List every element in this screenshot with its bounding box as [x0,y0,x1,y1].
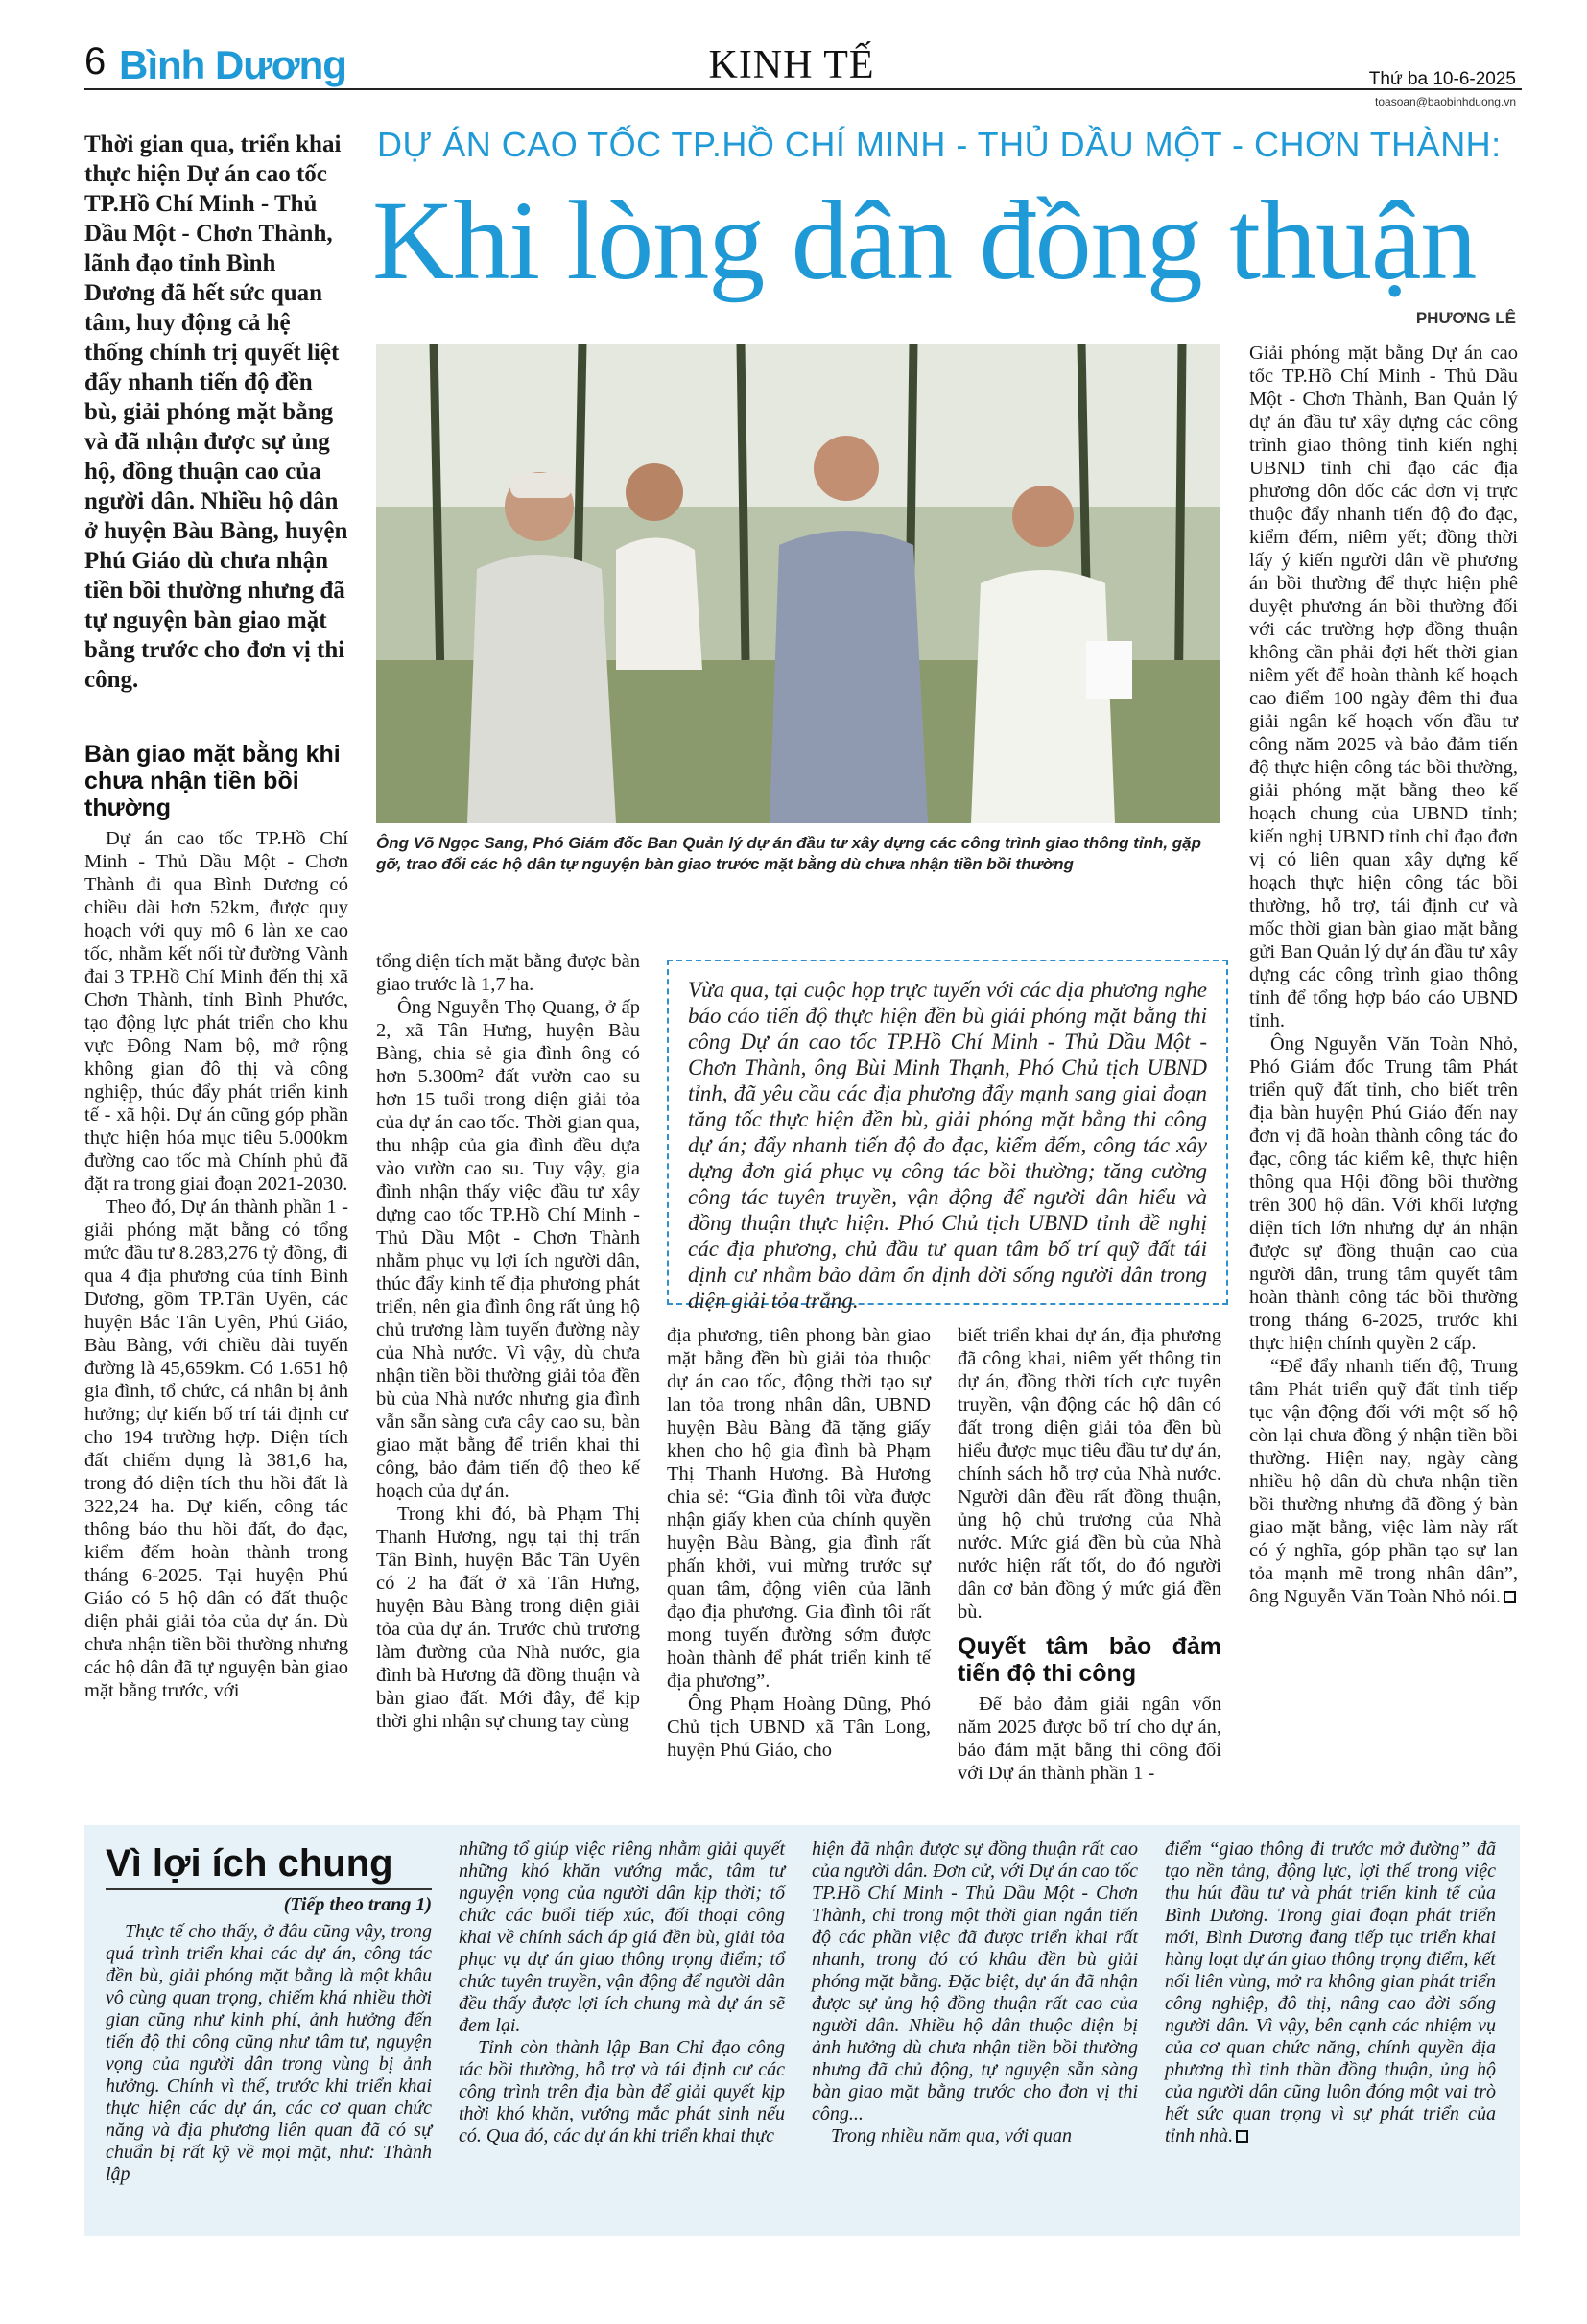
article-headline: Khi lòng dân đồng thuận [372,178,1477,303]
photo-caption: Ông Võ Ngọc Sang, Phó Giám đốc Ban Quản lý dự án đầu tư xây dựng các công trình giao thông tỉnh, gặp gỡ, trao đổi các hộ dân tự nguyện bàn giao trước mặt bằng dù chưa nhận tiền bồi thường [376,834,1202,873]
contact-email: toasoan@baobinhduong.vn [1375,95,1516,108]
box-column-2 [459,1838,785,2147]
box-paragraph: hiện đã nhận được sự đồng thuận rất cao của người dân. Đơn cử, với Dự án cao tốc TP.Hồ Chí Minh - Thủ Dầu Một - Chơn Thành, chỉ trong một thời gian ngắn tiến độ các phần việc đã được triển khai rất nhanh, trong đó có khâu đền bù giải phóng mặt bằng. Đặc biệt, dự án đã nhận được sự ủng hộ đồng thuận rất cao của người dân. Nhiều hộ dân thuộc diện bị ảnh hưởng dù chưa nhận tiền bồi thường nhưng đã chủ động, tự nguyện sẵn sàng bàn giao mặt bằng trước cho đơn vị thi công... [812,1838,1138,2124]
col1-paragraph: Theo đó, Dự án thành phần 1 - giải phóng mặt bằng có tổng mức đầu tư 8.283,276 tỷ đồng, đi qua 4 địa phương của tỉnh Bình Dương, gồm TP.Tân Uyên, các huyện Bắc Tân Uyên, Phú Giáo, Bàu Bàng, với chiều dài tuyến đường là 45,659km. Có 1.651 hộ gia đình, tổ chức, cá nhân bị ảnh hưởng; dự kiến bố trí tái định cư cho 194 trường hợp. Diện tích đất chiếm dụng là 381,6 ha, trong đó diện tích thu hồi đất là 322,24 ha. Dự kiến, công tác thông báo thu hồi đất, đo đạc, kiểm đếm hoàn thành trong tháng 6-2025. Tại huyện Phú Giáo có 5 hộ dân có đất thuộc diện phải giải tỏa của dự án. Dù chưa nhận tiền bồi thường nhưng các hộ dân đã tự nguyện bàn giao mặt bằng trước, với [84,1197,348,1701]
col4-paragraph: Để bảo đảm giải ngân vốn năm 2025 được bố trí cho dự án, bảo đảm mặt bằng thi công đối với Dự án thành phần 1 - [958,1694,1221,1784]
col5-text: “Để đẩy nhanh tiến độ, Trung tâm Phát triển quỹ đất tỉnh tiếp tục vận động đối với một số hộ còn lại chưa đồng ý nhận tiền bồi thường. Hiện nay, ngày càng nhiều hộ dân dù chưa nhận tiền bồi thường nhưng đã đồng ý bàn giao mặt bằng, việc làm này rất có ý nghĩa, góp phần tạo sự lan tỏa mạnh mẽ trong nhân dân”, ông Nguyễn Văn Toàn Nhỏ nói. [1249,1356,1518,1607]
column-4 [958,1324,1221,1785]
column-2 [376,950,640,1733]
subhead-handover: Bàn giao mặt bằng khi chưa nhận tiền bồi thường [84,741,341,821]
box-text: điểm “giao thông đi trước mở đường” đã tạo nền tảng, động lực, lợi thế trong việc thu hút đầu tư và phát triển kinh tế của Bình Dương. Trong giai đoạn phát triển mới, Bình Dương đang tiếp tục triển khai hàng loạt dự án giao thông trọng điểm, kết nối liên vùng, mở ra không gian phát triển công nghiệp, đô thị, nâng cao đời sống người dân. Vì vậy, bên cạnh các nhiệm vụ của cơ quan chức năng, chính quyền địa phương thì tinh thần đồng thuận, ủng hộ của người dân cũng luôn đóng một vai trò hết sức quan trọng vì sự phát triển của tỉnh nhà. [1165,1838,1496,2146]
end-mark-icon [1504,1591,1516,1603]
brand-logo: Bình Dương [119,42,346,87]
header-rule [84,88,1522,90]
col2-paragraph: tổng diện tích mặt bằng được bàn giao trước là 1,7 ha. [376,951,640,995]
article-photo [376,344,1220,823]
col5-paragraph: Giải phóng mặt bằng Dự án cao tốc TP.Hồ Chí Minh - Thủ Dầu Một - Chơn Thành, Ban Quản lý dự án đầu tư xây dựng các công trình giao thông tỉnh kiến nghị UBND tỉnh chỉ đạo các địa phương đôn đốc các đơn vị trực thuộc đẩy nhanh tiến độ đo đạc, kiểm đếm, niêm yết; đồng thời lấy ý kiến người dân về phương án bồi thường để thực hiện phê duyệt phương án bồi thường đối với các trường hợp đồng thuận không cần phải đợi hết thời gian niêm yết để hoàn thành kế hoạch cao điểm 100 ngày đêm thi đua giải ngân kế hoạch vốn đầu tư công năm 2025 và bảo đảm tiến độ thực hiện công tác bồi thường, giải phóng mặt bằng theo kế hoạch chung của UBND tỉnh; kiến nghị UBND tỉnh chỉ đạo đơn vị có liên quan xây dựng kế hoạch thực hiện công tác bồi thường, hỗ trợ, tái định cư và mốc thời gian bàn giao mặt bằng gửi Ban Quản lý dự án đầu tư xây dựng các công trình giao thông tỉnh để tổng hợp báo cáo UBND tỉnh. [1249,343,1518,1032]
page-number: 6 [84,40,107,83]
box-paragraph [1165,1838,1496,2147]
box-paragraph: Trong nhiều năm qua, với quan [831,2125,1073,2146]
col1-paragraph: Dự án cao tốc TP.Hồ Chí Minh - Thủ Dầu Một - Chơn Thành đi qua Bình Dương có chiều dài hơn 52km, được quy hoạch với quy mô 6 làn xe cao tốc, nhằm kết nối từ đường Vành đai 3 TP.Hồ Chí Minh đến thị xã Chơn Thành, tỉnh Bình Phước, tạo động lực phát triển cho khu vực Đông Nam bộ, mở rộng không gian đô thị và công nghiệp, thúc đẩy phát triển kinh tế - xã hội. Dự án cũng góp phần thực hiện hóa mục tiêu 5.000km đường cao tốc mà Chính phủ đã đặt ra trong giai đoạn 2021-2030. [84,828,348,1195]
subhead-progress: Quyết tâm bảo đảm tiến độ thi công [958,1633,1221,1687]
editorial-box [84,1825,1520,2236]
issue-date: Thứ ba 10-6-2025 [1368,69,1516,89]
column-5 [1249,342,1518,1608]
col5-paragraph [1249,1355,1518,1608]
box-column-1 [106,1921,432,2186]
column-1 [84,731,348,1702]
lead-paragraph: Thời gian qua, triển khai thực hiện Dự án cao tốc TP.Hồ Chí Minh - Thủ Dầu Một - Chơn Thành, lãnh đạo tỉnh Bình Dương đã hết sức quan tâm, huy động cả hệ thống chính trị quyết liệt đẩy nhanh tiến độ đền bù, giải phóng mặt bằng và đã nhận được sự ủng hộ, đồng thuận cao của người dân. Nhiều hộ dân ở huyện Bàu Bàng, huyện Phú Giáo dù chưa nhận tiền bồi thường nhưng đã tự nguyện bàn giao mặt bằng trước cho đơn vị thi công. [84,131,348,693]
col3-paragraph: Ông Phạm Hoàng Dũng, Phó Chủ tịch UBND xã Tân Long, huyện Phú Giáo, cho [667,1694,931,1761]
section-title: KINH TẾ [708,43,875,87]
box-paragraph: những tổ giúp việc riêng nhằm giải quyết những khó khăn vướng mắc, tâm tư nguyện vọng của người dân kịp thời; tổ chức các buổi tiếp xúc, đối thoại công khai về chính sách áp giá đền bù, giải tỏa phục vụ dự án giao thông trọng điểm; tổ chức tuyên truyền, vận động để người dân đều thấy được lợi ích chung mà dự án sẽ đem lại. [459,1838,785,2036]
photo-illustration [376,344,1220,823]
box-paragraph: Tỉnh còn thành lập Ban Chỉ đạo công tác bồi thường, hỗ trợ và tái định cư các công trình trên địa bàn để giải quyết kịp thời khó khăn, vướng mắc phát sinh nếu có. Qua đó, các dự án khi triển khai thực [459,2037,785,2146]
col3-paragraph: địa phương, tiên phong bàn giao mặt bằng đền bù giải tỏa thuộc dự án cao tốc, động thời tạo sự lan tỏa trong nhân dân, UBND huyện Bàu Bàng đã tặng giấy khen cho hộ gia đình bà Phạm Thị Thanh Hương. Bà Hương chia sẻ: “Gia đình tôi vừa được nhận giấy khen của chính quyền huyện Bàu Bàng, gia đình rất phấn khởi, vui mừng trước sự quan tâm, động viên của lãnh đạo địa phương. Gia đình tôi rất mong tuyến đường sớm được hoàn thành để phát triển kinh tế địa phương”. [667,1325,931,1692]
box-title-rule [106,1888,432,1890]
box-column-4 [1165,1838,1496,2147]
col5-paragraph: Ông Nguyễn Văn Toàn Nhỏ, Phó Giám đốc Trung tâm Phát triển quỹ đất tỉnh, cho biết trên địa bàn huyện Phú Giáo đến nay đơn vị đã hoàn thành công tác đo đạc, công tác kiểm kê, thực hiện thông qua Hội đồng bồi thường trên 300 hộ dân. Với khối lượng diện tích lớn nhưng dự án nhận được sự đồng thuận cao của người dân, trung tâm quyết tâm hoàn thành công tác bồi thường trong tháng 6-2025, trước khi thực hiện chính quyền 2 cấp. [1249,1033,1518,1354]
column-3 [667,1324,931,1762]
box-paragraph: Thực tế cho thấy, ở đâu cũng vậy, trong quá trình triển khai các dự án, công tác đền bù, giải phóng mặt bằng là một khâu vô cùng quan trọng, chiếm khá nhiều thời gian cũng như kinh phí, ảnh hưởng đến tiến độ thi công cũng như tâm tư, nguyện vọng của người dân trong vùng bị ảnh hưởng. Chính vì thế, trước khi triển khai thực hiện các dự án, các cơ quan chức năng và địa phương liên quan đã có sự chuẩn bị rất kỹ về mọi mặt, như: Thành lập [106,1921,432,2185]
box-title: Vì lợi ích chung [106,1842,393,1885]
box-column-3 [812,1838,1138,2147]
box-continued: (Tiếp theo trang 1) [283,1894,432,1915]
col2-paragraph: Ông Nguyễn Thọ Quang, ở ấp 2, xã Tân Hưng, huyện Bàu Bàng, chia sẻ gia đình ông có hơn 5.300m² đất vườn cao su hơn 15 tuổi trong diện giải tỏa của dự án cao tốc. Thời gian qua, thu nhập của gia đình đều dựa vào vườn cao su. Tuy vậy, gia đình nhận thấy việc đầu tư xây dựng cao tốc TP.Hồ Chí Minh - Thủ Dầu Một - Chơn Thành nhằm phục vụ lợi ích người dân, thúc đẩy kinh tế địa phương phát triển, nên gia đình ông rất ủng hộ chủ trương làm tuyến đường này của Nhà nước. Vì vậy, dù chưa nhận tiền bồi thường giải tỏa đền bù của Nhà nước nhưng gia đình vẫn sẵn sàng cưa cây cao su, bàn giao mặt bằng để triển khai thi công, bảo đảm tiến độ theo kế hoạch của dự án. [376,997,640,1502]
article-kicker: DỰ ÁN CAO TỐC TP.HỒ CHÍ MINH - THỦ DẦU MỘT - CHƠN THÀNH: [377,125,1502,164]
end-mark-icon [1236,2130,1248,2143]
col2-paragraph: Trong khi đó, bà Phạm Thị Thanh Hương, ngụ tại thị trấn Tân Bình, huyện Bắc Tân Uyên có 2 ha đất ở xã Tân Hưng, huyện Bàu Bàng trong diện giải tỏa của dự án. Trước chủ trương làm đường của Nhà nước, gia đình bà Hương đã đồng thuận và bàn giao đất. Mới đây, để kịp thời ghi nhận sự chung tay cùng [376,1504,640,1732]
col4-paragraph: biết triển khai dự án, địa phương đã công khai, niêm yết thông tin dự án, đồng thời tích cực tuyên truyền, vận động các hộ dân có đất trong diện giải tỏa đền bù hiểu được mục tiêu đầu tư dự án, chính sách hỗ trợ của Nhà nước. Người dân đều rất đồng thuận, ủng hộ chủ trương của Nhà nước. Mức giá đền bù của Nhà nước hiện rất tốt, do đó người dân cơ bản đồng ý mức giá đền bù. [958,1325,1221,1623]
byline: PHƯƠNG LÊ [1415,309,1516,327]
pull-quote: Vừa qua, tại cuộc họp trực tuyến với các địa phương nghe báo cáo tiến độ thực hiện đền bù giải phóng mặt bằng thi công Dự án cao tốc TP.Hồ Chí Minh - Thủ Dầu Một - Chơn Thành, ông Bùi Minh Thạnh, Phó Chủ tịch UBND tỉnh, đã yêu cầu các địa phương đẩy mạnh sang giai đoạn tăng tốc thực hiện đền bù, giải phóng mặt bằng thi công dự án; đẩy nhanh tiến độ đo đạc, kiểm đếm, công tác xây dựng đơn giá phục vụ công tác bồi thường; tăng cường công tác tuyên truyền, vận động để người dân hiểu và đồng thuận thực hiện. Phó Chủ tịch UBND tỉnh đề nghị các địa phương, chủ đầu tư quan tâm bố trí quỹ đất tái định cư nhằm bảo đảm ổn định đời sống người dân trong diện giải tỏa trắng. [667,960,1228,1305]
